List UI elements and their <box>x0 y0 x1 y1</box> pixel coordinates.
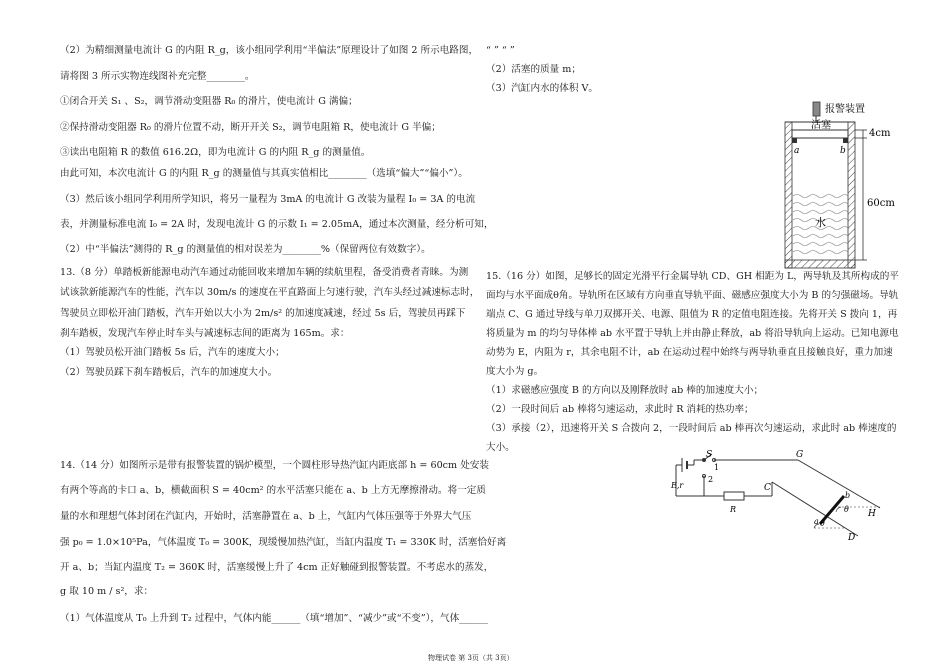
resistor-label: R <box>730 505 737 514</box>
q14-line3: 量的水和理想气体封闭在汽缸内，开始时，活塞静置在 a、b 上，气缸内气体压强等于外界大气压 <box>60 511 472 522</box>
q15-line4: 将质量为 m 的均匀导体棒 ab 水平置于导轨上并由静止释放，ab 将沿导轨向上运动。已知电源电 <box>486 328 899 339</box>
rail-circuit-figure <box>668 450 888 542</box>
q12-conclusion: 由此可知，本次电流计 G 的内阻 R_g 的测量值与其真实值相比________（选填“偏大”“偏小”）。 <box>60 168 468 179</box>
q15-sub1: （1）求磁感应强度 B 的方向以及刚释放时 ab 棒的加速度大小； <box>486 385 764 396</box>
dimension-60cm: 60cm <box>867 198 895 209</box>
point-d-label: D <box>848 533 856 542</box>
q13-line2: 试该款新能源汽车的性能，汽车以 30m/s 的速度在平直路面上匀速行驶，汽车头经过减速标志时， <box>60 287 480 298</box>
switch-label: S <box>706 450 713 460</box>
q13-line3: 驾驶员立即松开油门踏板，汽车开始以大小为 2m/s² 的加速度减速，经过 5s 后，驾驶员再踩下 <box>60 308 466 319</box>
alarm-device <box>813 102 820 116</box>
q15-sub2: （2）一段时间后 ab 棒将匀速运动，求此时 R 消耗的热功率； <box>486 404 754 415</box>
alarm-label: 报警装置 <box>825 104 865 115</box>
stop-b-label: b <box>840 146 846 156</box>
point-c-label: C <box>764 483 771 493</box>
contact-2-label: 2 <box>708 475 714 484</box>
q12-part3-line3: （2）中“半偏法”测得的 R_g 的测量值的相对误差为________%（保留两位有效数字）。 <box>60 244 431 255</box>
q15-line2: 面均与水平面成θ角。导轨所在区域有方向垂直导轨平面、磁感应强度大小为 B 的匀强磁场。导轨 <box>486 290 899 301</box>
dimension-4cm: 4cm <box>869 128 891 139</box>
q14-sub3: （3）汽缸内水的体积 V。 <box>486 83 599 94</box>
q14-line2: 有两个等高的卡口 a、b，横截面积 S = 40cm² 的水平活塞只能在 a、b 上方无摩擦滑动。将一定质 <box>60 485 486 496</box>
rod-end-a-label: a <box>814 517 819 526</box>
stop-a <box>792 138 797 143</box>
q15-line6: 度大小为 g。 <box>486 366 544 377</box>
q15-line5: 动势为 E，内阻为 r，其余电阻不计，ab 在运动过程中始终与两导轨垂直且接触良好，重力加速 <box>486 347 893 358</box>
q15-sub3-line2: 大小。 <box>486 442 515 453</box>
stop-b <box>843 138 848 143</box>
q14-line5: 开 a、b；当缸内温度 T₂ = 360K 时，活塞缓慢上升了 4cm 正好触碰到报警装置。不考虑水的蒸发， <box>60 562 494 573</box>
rod-end-b-label: b <box>845 491 851 500</box>
page-footer: 物理试卷 第 3页（共 3页） <box>428 654 514 662</box>
stop-a-label: a <box>794 146 800 156</box>
q14-sub2: （2）活塞的质量 m； <box>486 64 582 75</box>
cylinder-bottom <box>785 260 855 268</box>
q14-sub1: （1）气体温度从 T₀ 上升到 T₂ 过程中，气体内能______（填“增加”、“减少”或“不变”），气体______ <box>60 613 488 624</box>
q13-line1: 13.（8 分）单踏板新能源电动汽车通过动能回收来增加车辆的续航里程，备受消费者青睐。为测 <box>60 267 469 278</box>
boiler-cylinder-figure <box>775 96 915 276</box>
q12-step3: ③读出电阻箱 R 的数值 616.2Ω，即为电流计 G 的内阻 R_g 的测量值。 <box>60 147 371 158</box>
q12-step2: ②保持滑动变阻器 R₀ 的滑片位置不动，断开开关 S₂，调节电阻箱 R，使电流计 G 半偏； <box>60 122 441 133</box>
q15-line1: 15.（16 分）如图，足够长的固定光滑平行金属导轨 CD、GH 相距为 L，两导轨及其所构成的平 <box>486 271 899 282</box>
cylinder-left-wall <box>785 122 792 268</box>
water-label: 水 <box>815 216 826 229</box>
q12-part2-intro: （2）为精细测量电流计 G 的内阻 R_g，该小组同学利用“半偏法”原理设计了如图 2 所示电路图， <box>60 45 479 56</box>
angle-theta-upper: θ <box>844 505 849 514</box>
q14-continuation: “ ” “ ” <box>486 45 515 56</box>
cylinder-right-wall <box>848 122 855 268</box>
q13-sub2: （2）驾驶员踩下刹车踏板后，汽车的加速度大小。 <box>60 367 278 378</box>
q12-part2-instruction: 请将图 3 所示实物连线图补充完整________。 <box>60 71 255 82</box>
q12-part3-line2: 表，并测量标准电流 I₀ = 2A 时，发现电流计 G 的示数 I₁ = 2.05mA，通过本次测量，经分析可知， <box>60 219 494 230</box>
piston-label: 活塞 <box>811 120 831 131</box>
q12-part3-line1: （3）然后该小组同学利用所学知识，将另一量程为 3mA 的电流计 G 改装为量程 I₀ = 3A 的电流 <box>60 194 476 205</box>
point-h-label: H <box>868 509 876 519</box>
q13-line4: 刹车踏板，发现汽车停止时车头与减速标志间的距离为 165m。求： <box>60 328 350 339</box>
point-g-label: G <box>796 450 804 460</box>
q13-sub1: （1）驾驶员松开油门踏板 5s 后，汽车的速度大小； <box>60 347 285 358</box>
q15-sub3-line1: （3）承接（2），迅速将开关 S 合拨向 2，一段时间后 ab 棒再次匀速运动，求此时 ab 棒速度的 <box>486 423 897 434</box>
source-label: E,r <box>671 481 684 490</box>
q15-line3: 端点 C、G 通过导线与单刀双掷开关、电源、阻值为 R 的定值电阻连接。先将开关 S 拨向 1，再 <box>486 309 898 320</box>
contact-1-label: 1 <box>714 463 720 472</box>
q14-line4: 强 p₀ = 1.0×10⁵Pa，气体温度 T₀ = 300K，现缓慢加热汽缸，当缸内温度 T₁ = 330K 时，活塞恰好离 <box>60 537 507 548</box>
piston <box>792 130 848 138</box>
q12-step1: ①闭合开关 S₁ 、S₂，调节滑动变阻器 R₀ 的滑片，使电流计 G 满偏； <box>60 96 358 107</box>
q14-line1: 14.（14 分）如图所示是带有报警装置的锅炉模型，一个圆柱形导热汽缸内距底部 h = 60cm 处安装 <box>60 460 489 471</box>
q14-line6: g 取 10 m / s²，求： <box>60 586 154 597</box>
angle-theta-lower: θ <box>820 519 825 528</box>
